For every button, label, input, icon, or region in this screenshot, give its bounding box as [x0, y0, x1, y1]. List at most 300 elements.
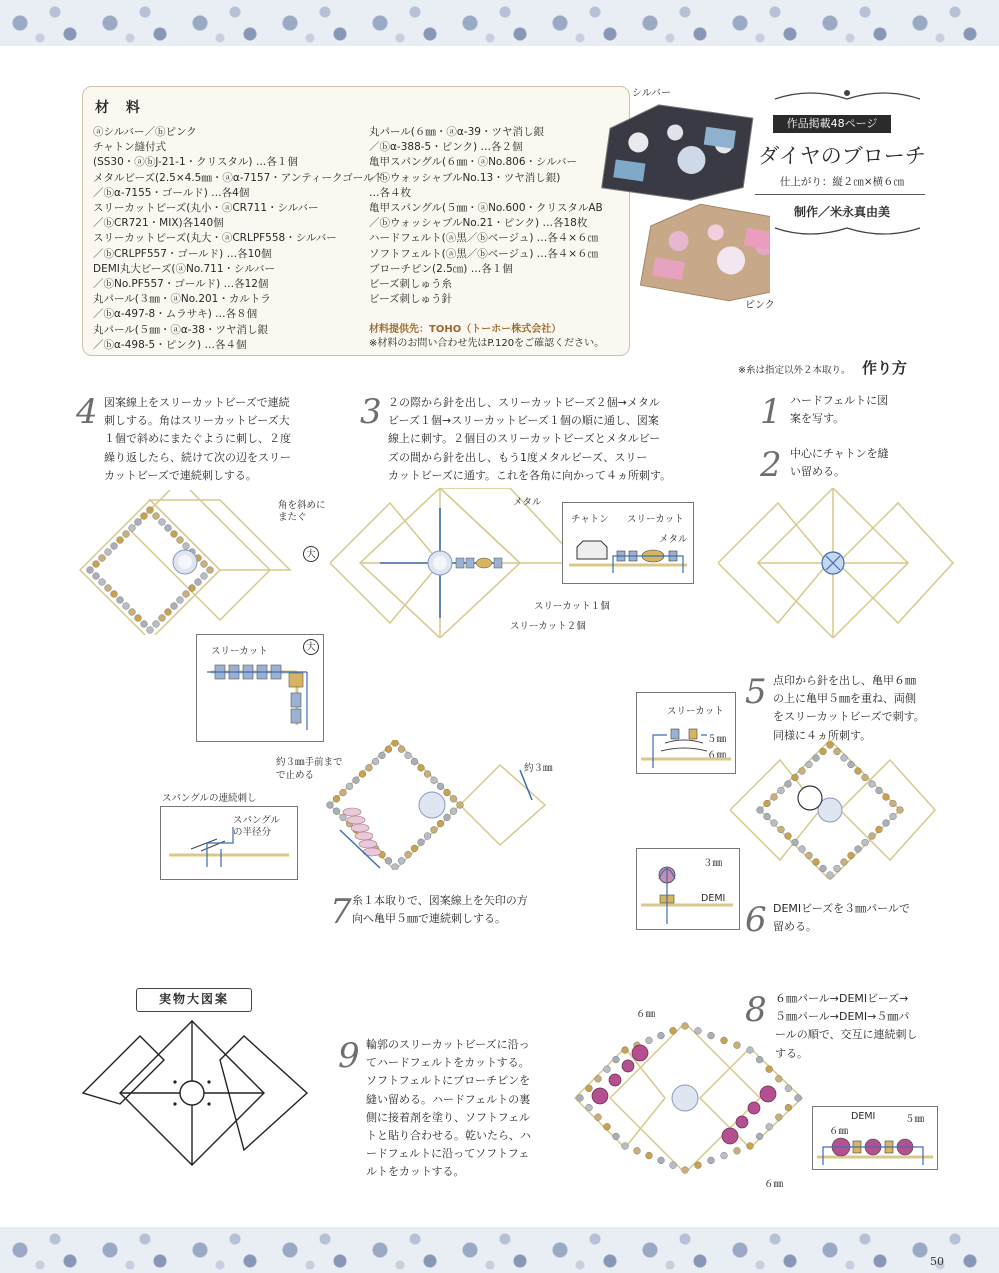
step-line: 側に接着剤を塗り、ソフトフェル [366, 1110, 531, 1124]
step-text [352, 892, 528, 928]
bead [834, 865, 841, 872]
step-line: 案を写す。 [790, 412, 845, 426]
bead [766, 1123, 773, 1130]
bead [778, 787, 785, 794]
bead [105, 549, 112, 556]
label-5mm-8: ５㎜ [905, 1114, 925, 1125]
bead [405, 752, 412, 759]
bead [841, 755, 848, 762]
inset-step-5 [636, 692, 736, 774]
supplier-note: ※材料のお問い合わせ先はP.120をご確認ください。 [369, 338, 605, 349]
bead [385, 857, 392, 864]
step-9 [338, 1036, 568, 1186]
step-text [773, 672, 925, 745]
step-text [790, 445, 889, 481]
bead [792, 774, 799, 781]
step-line: 線上に刺す。２個目のスリーカットビーズとメタルビー [388, 432, 661, 446]
title-ornament-top [770, 85, 925, 109]
bead [778, 826, 785, 833]
step-number: 1 [760, 392, 782, 432]
bead [734, 1147, 741, 1154]
material-line: ／ⓑα-498-5・ピンク) …各４個 [93, 338, 247, 351]
label-threecut: スリーカット [211, 646, 268, 657]
step-line: ６㎜パール→DEMIビーズ→ [775, 992, 909, 1005]
label-line: の半径分 [233, 827, 272, 838]
work-size: 仕上がり：縦２㎝×横６㎝ [779, 176, 905, 188]
step-line: ５㎜パール→DEMI→５㎜パ [775, 1010, 910, 1024]
step-line: カットビーズで連続刺しする。 [104, 468, 257, 482]
label-line: スパングル [233, 815, 281, 826]
step-line: 繰り返したら、続けて次の辺をスリー [104, 450, 291, 464]
bottom-decorative-band [0, 1227, 999, 1273]
bead [111, 591, 118, 598]
bead [201, 573, 208, 580]
bead [841, 859, 848, 866]
label-threecut-2: スリーカット２個 [510, 621, 586, 632]
bead [195, 579, 202, 586]
bead [646, 1152, 653, 1159]
bead [799, 768, 806, 775]
step-line: 点印から針を出し、亀甲６㎜ [773, 674, 916, 687]
step-line: ２の際から針を出し、スリーカットビーズ２個→メタル [388, 396, 660, 409]
material-line: 丸パール(６㎜・ⓐα-39・ツヤ消し銀 [369, 126, 544, 138]
bead [813, 859, 820, 866]
photo-label-pink: ピンク [745, 300, 775, 311]
bead [207, 567, 214, 574]
real-size-title: 実物大図案 [136, 988, 252, 1012]
bead [159, 615, 166, 622]
bead [444, 789, 451, 796]
bead [695, 1162, 702, 1169]
bead [93, 561, 100, 568]
bead [613, 1133, 620, 1140]
pink-brooch-image [640, 196, 770, 309]
step-line: DEMIビーズを３㎜パールで [773, 902, 910, 915]
step-line: ードフェルトに沿ってソフトフェ [366, 1147, 530, 1161]
bead [123, 531, 130, 538]
bead [183, 591, 190, 598]
bead [883, 820, 890, 827]
bead [111, 543, 118, 550]
bead [159, 519, 166, 526]
bead [708, 1157, 715, 1164]
bead [153, 621, 160, 628]
figure-step-1-2 [718, 488, 958, 638]
inset-step-8-drawing [813, 1107, 937, 1169]
bead [105, 585, 112, 592]
material-line: (SS30・ⓐⓑJ-21-1・クリスタル) …各１個 [93, 156, 298, 169]
step-number: 2 [760, 445, 782, 485]
material-line: 亀甲スパングル(６㎜・ⓐNo.806・シルバー [369, 156, 578, 169]
silver-brooch-image [602, 99, 753, 208]
bead [658, 1157, 665, 1164]
bead [165, 609, 172, 616]
top-decorative-band [0, 0, 999, 46]
inset-step-3-drawing [563, 503, 693, 583]
bead [201, 561, 208, 568]
bead [869, 781, 876, 788]
bead [646, 1037, 653, 1044]
bead [820, 865, 827, 872]
bead [346, 783, 353, 790]
bead [883, 794, 890, 801]
label-5mm: ５㎜ [707, 734, 727, 745]
step-line: する。 [775, 1046, 808, 1060]
materials-title: 材 料 [95, 100, 146, 116]
step-1 [760, 392, 940, 436]
bead [876, 826, 883, 833]
material-line: 亀甲スパングル(５㎜・ⓐNo.600・クリスタルAB [369, 202, 603, 215]
step-line: 図案線上をスリーカットビーズで連続 [104, 396, 290, 409]
inset-step-6-drawing [637, 849, 739, 929]
bead [613, 1056, 620, 1063]
bead [577, 1095, 584, 1102]
step-line: 糸１本取りで、図案線上を矢印の方 [352, 894, 528, 907]
material-line: 丸パール(５㎜・ⓐα-38・ツヤ消し銀 [93, 323, 268, 336]
bead [682, 1023, 689, 1030]
bead [799, 846, 806, 853]
material-line: スリーカットビーズ(丸大・ⓐCRLPF558・シルバー [93, 232, 337, 245]
bead [764, 800, 771, 807]
step-line: ールの順で、交互に連続刺し [775, 1028, 918, 1042]
bead [129, 525, 136, 532]
step-line: １個で斜めにまたぐように刺し、２度 [104, 432, 291, 446]
bead [792, 839, 799, 846]
label-threecut-5: スリーカット [667, 706, 724, 717]
label-3mm: ３㎜ [703, 858, 723, 869]
label-6mm-8: ６㎜ [829, 1126, 849, 1137]
bead [795, 1095, 802, 1102]
inset-step-7-drawing [161, 807, 297, 879]
bead [595, 1114, 602, 1121]
bead [775, 1075, 782, 1082]
label-metal-1: メタル [513, 497, 542, 508]
step-text [790, 392, 888, 428]
photo-label-silver: シルバー [632, 88, 672, 99]
figure-step-5 [730, 740, 940, 880]
bead [418, 839, 425, 846]
label-line: で止める [276, 770, 315, 781]
bead [775, 1114, 782, 1121]
bead [848, 852, 855, 859]
work-author: 制作／米永真由美 [793, 205, 890, 219]
bead [634, 1147, 641, 1154]
bead [747, 1047, 754, 1054]
material-line: ビーズ刺しゅう糸 [369, 278, 453, 291]
bead [604, 1123, 611, 1130]
label-line: 角を斜めに [278, 500, 326, 511]
bead [855, 846, 862, 853]
bead [890, 813, 897, 820]
bead [99, 555, 106, 562]
label-6mm-bottom: ６㎜ [764, 1179, 784, 1190]
bead [622, 1047, 629, 1054]
bead [721, 1152, 728, 1159]
step-line: トと貼り合わせる。乾いたら、ハ [366, 1129, 531, 1143]
supplier-info [369, 323, 604, 351]
step-line: 輪郭のスリーカットビーズに沿っ [366, 1038, 530, 1051]
step-line: ルトをカットする。 [366, 1165, 465, 1179]
bead [771, 794, 778, 801]
bead [586, 1085, 593, 1092]
label-corner [278, 500, 326, 524]
material-line: ⓐシルバー／ⓑピンク [93, 126, 197, 138]
bead [806, 852, 813, 859]
step-line: てハードフェルトをカットする。 [366, 1056, 530, 1070]
bead [177, 597, 184, 604]
bead [457, 802, 464, 809]
materials-box [82, 86, 630, 356]
step-number: 8 [745, 990, 767, 1030]
bead [424, 771, 431, 778]
bead [450, 808, 457, 815]
step-line: 留める。 [773, 920, 817, 934]
bead [708, 1032, 715, 1039]
bead [756, 1056, 763, 1063]
step-line: 向へ亀甲５㎜で連続刺しする。 [352, 912, 506, 926]
material-line: ／ⓑNo.PF557・ゴールド) …各12個 [93, 278, 269, 291]
bead [418, 764, 425, 771]
label-dai-inset: 大 [303, 639, 319, 655]
materials-right-column [369, 125, 603, 307]
bead [147, 627, 154, 634]
bead [670, 1027, 677, 1034]
step-text [388, 394, 671, 485]
bead [353, 777, 360, 784]
step-number: 3 [360, 392, 382, 432]
thread-note: ※糸は指定以外２本取り。 [738, 365, 851, 376]
step-line: 中心にチャトンを縫 [790, 447, 889, 460]
bead [785, 1104, 792, 1111]
inset-step-5-drawing [637, 693, 735, 773]
label-dai: 大 [303, 546, 319, 562]
bead [450, 795, 457, 802]
bead [586, 1104, 593, 1111]
title-rule [755, 194, 925, 195]
materials-left-column [93, 125, 384, 353]
bead [123, 603, 130, 610]
step-line: をスリーカットビーズで刺す。 [773, 710, 925, 724]
bead [785, 1085, 792, 1092]
material-line: ／ⓑα-497-8・ムラサキ) …各８個 [93, 308, 258, 321]
bead [766, 1066, 773, 1073]
material-line: ／ⓑCRLPF557・ゴールド) …各10個 [93, 247, 272, 260]
bead [437, 783, 444, 790]
label-6mm: ６㎜ [707, 750, 727, 761]
bead [153, 513, 160, 520]
material-line: メタルビーズ(2.5×4.5㎜・ⓐα-7157・アンティークゴールド [93, 171, 385, 184]
inset-step-8 [812, 1106, 938, 1170]
material-line: スリーカットビーズ(丸小・ⓐCR711・シルバー [93, 202, 319, 215]
bead [392, 740, 399, 746]
step-number: 6 [745, 900, 767, 940]
howto-heading: 作り方 [862, 359, 908, 377]
step-line: 縫い留める。ハードフェルトの裏 [366, 1092, 531, 1106]
bead [431, 777, 438, 784]
bead [117, 537, 124, 544]
inset-step-4 [196, 634, 324, 742]
step-2 [760, 445, 940, 489]
bead [604, 1066, 611, 1073]
material-line: ビーズ刺しゅう針 [369, 293, 453, 306]
bead [135, 615, 142, 622]
supplier-line: 材料提供先：TOHO（トーホー株式会社） [369, 324, 562, 335]
bead [333, 808, 340, 815]
bead [785, 781, 792, 788]
step-text [104, 394, 291, 485]
bead [827, 872, 834, 879]
step-6 [745, 900, 965, 944]
bead [99, 579, 106, 586]
step-line: ズの間から針を出し、もう1度メタルビーズ、スリー [388, 450, 648, 464]
bead [165, 525, 172, 532]
label-chaton: チャトン [571, 514, 609, 525]
bead [372, 758, 379, 765]
bead [764, 813, 771, 820]
material-line: ソフトフェルト(ⓐ黒／ⓑベージュ) …各４×６㎝ [369, 247, 599, 260]
label-demi-8: DEMI [851, 1111, 876, 1122]
bead [141, 621, 148, 628]
bead [855, 768, 862, 775]
step-line: 刺しする。角はスリーカットビーズ大 [104, 414, 290, 428]
step-line: の上に亀甲５㎜を重ね、両側 [773, 692, 916, 706]
figure-step-8 [570, 1018, 810, 1178]
step-line: い留める。 [790, 465, 845, 479]
step-number: 5 [745, 672, 767, 712]
label-6mm-top: ６㎜ [636, 1009, 656, 1020]
label-line: またぐ [278, 512, 307, 523]
bead [340, 789, 347, 796]
brooch-photo [590, 80, 770, 320]
material-line: ／ⓑウォッシャブルNo.13・ツヤ消し銀) [369, 171, 561, 184]
bead [437, 820, 444, 827]
material-line: ／ⓑα-7155・ゴールド) …各4個 [93, 186, 250, 199]
label-demi: DEMI [701, 893, 726, 904]
bead [757, 807, 764, 814]
bead [398, 746, 405, 753]
bead [862, 839, 869, 846]
material-line: ブローチピン(2.5㎝) …各１個 [369, 262, 513, 275]
label-about-3mm: 約３㎜ [524, 763, 553, 774]
step-text [366, 1036, 531, 1182]
inset-step-6 [636, 848, 740, 930]
material-line: 丸パール(３㎜・ⓐNo.201・カルトラ [93, 293, 271, 306]
bead [398, 857, 405, 864]
bead [806, 761, 813, 768]
bead [431, 826, 438, 833]
bead [327, 802, 334, 809]
bead [359, 771, 366, 778]
step-line: 同様に４ヵ所刺す。 [773, 728, 872, 742]
bead [93, 573, 100, 580]
step-number: 7 [330, 892, 352, 932]
material-line: ／ⓑウォッシャブルNo.21・ピンク) …各18枚 [369, 217, 588, 230]
bead [682, 1167, 689, 1174]
step-7 [330, 892, 570, 936]
step-number: 9 [338, 1036, 360, 1076]
bead [171, 531, 178, 538]
work-page-ref: 作品掲載48ページ [773, 115, 891, 133]
material-line: ／ⓑCR721・MIX)各140個 [93, 217, 224, 230]
material-line: DEMI丸大ビーズ(ⓐNo.711・シルバー [93, 262, 276, 275]
bead [658, 1032, 665, 1039]
bead [411, 845, 418, 852]
bead [87, 567, 94, 574]
bead [177, 537, 184, 544]
material-line: ハードフェルト(ⓐ黒／ⓑベージュ) …各４×６㎝ [369, 232, 599, 245]
bead [385, 746, 392, 753]
material-line: …各４枚 [369, 186, 411, 199]
page-number: 50 [930, 1255, 944, 1268]
bead [695, 1027, 702, 1034]
bead [813, 755, 820, 762]
bead [820, 748, 827, 755]
title-ornament-bottom [770, 222, 925, 242]
bead [771, 820, 778, 827]
bead [392, 864, 399, 870]
bead [129, 609, 136, 616]
bead [890, 800, 897, 807]
step-text [773, 900, 910, 936]
label-threecut-1: スリーカット１個 [534, 601, 610, 612]
bead [595, 1075, 602, 1082]
bead [141, 513, 148, 520]
work-title: ダイヤのブローチ [758, 144, 926, 168]
bead [897, 807, 904, 814]
inset-step-4-drawing [197, 635, 323, 741]
bead [189, 585, 196, 592]
material-line: チャトン縫付式 [93, 141, 167, 154]
bead [411, 758, 418, 765]
bead [721, 1037, 728, 1044]
bead [622, 1143, 629, 1150]
bead [785, 833, 792, 840]
bead [756, 1133, 763, 1140]
bead [876, 787, 883, 794]
bead [405, 851, 412, 858]
bead [379, 752, 386, 759]
step-line: ソフトフェルトにブローチピンを [366, 1074, 531, 1088]
step-line: カットビーズに通す。これを各角に向かって４ヵ所刺す。 [388, 468, 672, 482]
step-4 [76, 392, 336, 492]
figure-step-3 [330, 488, 590, 638]
bead [869, 833, 876, 840]
bead [135, 519, 142, 526]
bead [444, 814, 451, 821]
figure-step-7 [300, 740, 550, 870]
label-metal-2: メタル [659, 534, 688, 545]
bead [747, 1143, 754, 1150]
step-3 [360, 392, 700, 492]
step-line: ハードフェルトに図 [790, 394, 889, 407]
inset-step-3 [562, 502, 694, 584]
step-number: 4 [76, 392, 98, 432]
bead [862, 774, 869, 781]
material-line: ／ⓑα-388-5・ピンク) …各２個 [369, 141, 523, 154]
bead [147, 507, 154, 514]
bead [366, 764, 373, 771]
real-size-pattern [80, 1018, 310, 1168]
bead [117, 597, 124, 604]
label-line: 約３㎜手前まで [276, 757, 343, 768]
bead [848, 761, 855, 768]
bead [171, 603, 178, 610]
bead [734, 1042, 741, 1049]
bead [827, 742, 834, 749]
step-line: ビーズ１個→スリーカットビーズ１個の順に通し、図案 [388, 414, 659, 428]
inset-step-7 [160, 806, 298, 880]
bead [183, 543, 190, 550]
